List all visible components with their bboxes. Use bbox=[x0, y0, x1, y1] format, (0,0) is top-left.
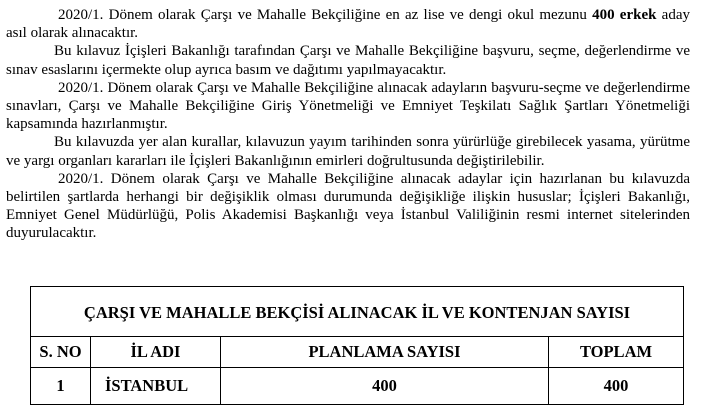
paragraph-quota-text: 2020/1. Dönem olarak Çarşı ve Mahalle Bekçiliğine en az lise ve dengi okul mezunu bbox=[58, 7, 593, 23]
header-serial-no: S. NO bbox=[31, 337, 91, 368]
header-province-name: İL ADI bbox=[91, 337, 221, 368]
paragraph-quota bbox=[6, 6, 690, 42]
paragraph-announcements: 2020/1. Dönem olarak Çarşı ve Mahalle Bekçiliğine alınacak adaylar için hazırlanan bu kılavuzda belirtilen şartlarda herhangi bir değişiklik olması durumunda değişikliğe ilişkin hususlar; İçişleri Bakanlığı, Emniyet Genel Müdürlüğü, Polis Akademisi Başkanlığı veya İstanbul Valiliğinin resmi internet sitelerinden duyurulacaktır. bbox=[6, 170, 690, 242]
cell-total: 400 bbox=[549, 368, 684, 405]
paragraph-rule-changes: Bu kılavuzda yer alan kurallar, kılavuzun yayım tarihinden sonra yürürlüğe girebilecek yasama, yürütme ve yargı organları kararları ile İçişleri Bakanlığının emirleri doğrultusunda değiştirilebilir. bbox=[6, 134, 690, 169]
table-header-row bbox=[31, 337, 684, 368]
paragraph-regulations: 2020/1. Dönem olarak Çarşı ve Mahalle Bekçiliğine alınacak adayların başvuru-seçme ve değerlendirme sınavları, Çarşı ve Mahalle Bekçiliğine Giriş Yönetmeliği ve Emniyet Teşkilatı Sağlık Şartları Yönetmeliği kapsamında hazırlanmıştır. bbox=[6, 79, 690, 133]
table-row bbox=[31, 368, 684, 405]
paragraph-guide-scope: Bu kılavuz İçişleri Bakanlığı tarafından Çarşı ve Mahalle Bekçiliğine başvuru, seçme, değerlendirme ve sınav esaslarını içermekte olup ayrıca basım ve dağıtımı yapılmayacaktır. bbox=[6, 43, 690, 78]
cell-planned-count: 400 bbox=[221, 368, 549, 405]
cell-serial-no: 1 bbox=[31, 368, 91, 405]
header-planned-count: PLANLAMA SAYISI bbox=[221, 337, 549, 368]
paragraph-quota-tail: aday asıl olarak alınacaktır. bbox=[6, 7, 690, 42]
header-total: TOPLAM bbox=[549, 337, 684, 368]
cell-province-name: İSTANBUL bbox=[91, 368, 221, 405]
intro-text bbox=[6, 6, 690, 243]
table-title-row bbox=[31, 287, 684, 337]
quota-table bbox=[30, 286, 684, 405]
quota-emphasis: 400 erkek bbox=[592, 7, 657, 23]
table-title: ÇARŞI VE MAHALLE BEKÇİSİ ALINACAK İL VE KONTENJAN SAYISI bbox=[31, 287, 684, 337]
